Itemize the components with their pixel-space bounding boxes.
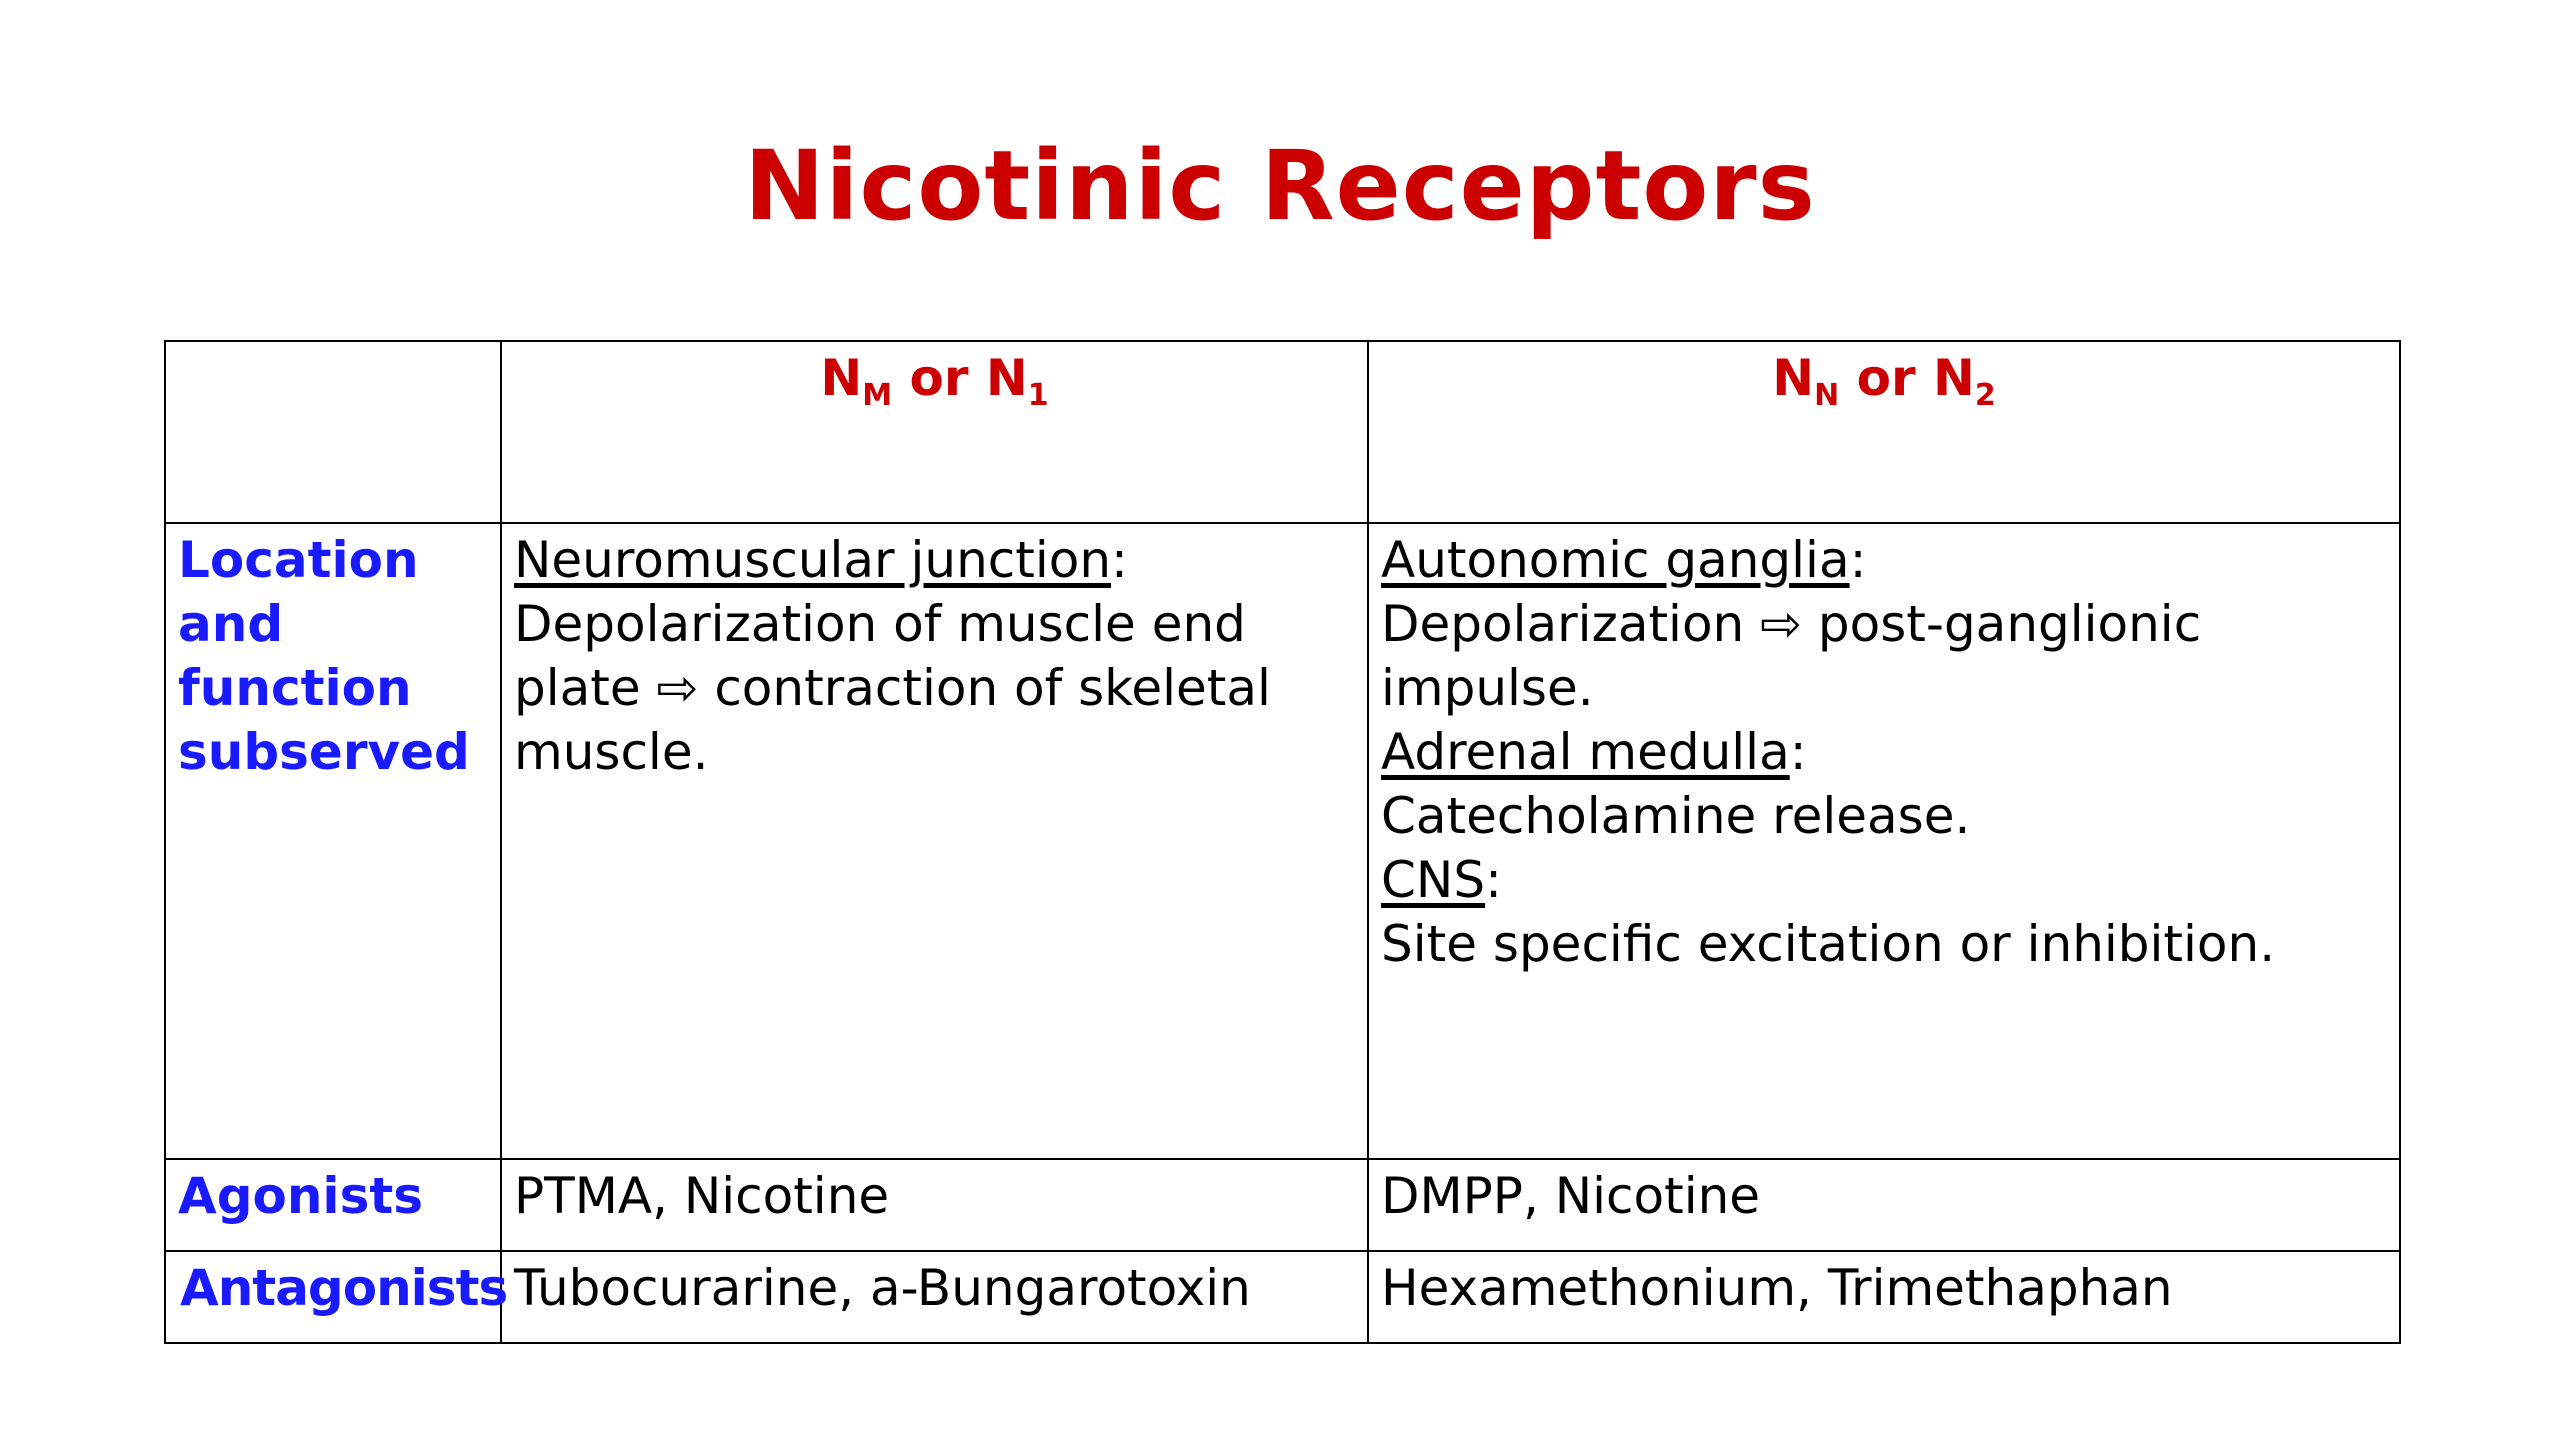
site-name: CNS [1381, 851, 1486, 909]
column-header-nm [501, 341, 1368, 523]
cell-text-line: Catecholamine release. [1381, 787, 1971, 845]
cell-location-nm [501, 523, 1368, 1159]
cell-text-line: plate ⇨ contraction of skeletal [514, 659, 1271, 717]
site-colon: : [1485, 851, 1502, 909]
row-header-location-line: subserved [178, 723, 470, 781]
table-row-agonists [165, 1159, 2400, 1251]
site-heading [1381, 720, 2387, 784]
row-header-location-line: Location [178, 531, 419, 589]
cell-text-line: Depolarization of muscle end [514, 595, 1246, 653]
slide-title: Nicotinic Receptors [744, 130, 1816, 242]
table-row-antagonists [165, 1251, 2400, 1343]
receptor-table [164, 340, 2401, 1344]
cell-text-line: Site specific excitation or inhibition. [1381, 915, 2276, 973]
table-row-location [165, 523, 2400, 1159]
column-header-nm-letter: N [820, 349, 863, 407]
corner-cell [165, 341, 501, 523]
cell-location-nn [1368, 523, 2400, 1159]
row-header-location-line: function [178, 659, 412, 717]
site-colon: : [1111, 531, 1128, 589]
column-header-nn [1368, 341, 2400, 523]
column-header-nm-subscript: M [862, 378, 893, 413]
table-header-row [165, 341, 2400, 523]
site-name: Adrenal medulla [1381, 723, 1790, 781]
column-header-nn-subscript: N [1814, 378, 1840, 413]
cell-agonists-nn: DMPP, Nicotine [1368, 1159, 2400, 1251]
row-header-agonists: Agonists [165, 1159, 501, 1251]
site-name: Neuromuscular junction [514, 531, 1112, 589]
site-name: Autonomic ganglia [1381, 531, 1850, 589]
cell-antagonists-nm: Tubocurarine, a-Bungarotoxin [501, 1251, 1368, 1343]
site-colon: : [1789, 723, 1807, 781]
column-header-nn-alt: or N [1839, 349, 1975, 407]
row-header-location [165, 523, 501, 1159]
cell-text-line: impulse. [1381, 659, 1594, 717]
cell-text-line: Depolarization ⇨ post-ganglionic [1381, 595, 2202, 653]
column-header-nn-alt-subscript: 2 [1974, 378, 1996, 413]
site-colon: : [1849, 531, 1867, 589]
column-header-nm-alt: or N [892, 349, 1028, 407]
cell-agonists-nm: PTMA, Nicotine [501, 1159, 1368, 1251]
row-header-antagonists: Antagonists [165, 1251, 501, 1343]
site-heading [1381, 848, 2387, 912]
site-heading [514, 528, 1355, 592]
cell-text-line: muscle. [514, 723, 709, 781]
row-header-location-line: and [178, 595, 284, 653]
column-header-nn-letter: N [1772, 349, 1815, 407]
column-header-nm-alt-subscript: 1 [1027, 378, 1049, 413]
cell-antagonists-nn: Hexamethonium, Trimethaphan [1368, 1251, 2400, 1343]
site-heading [1381, 528, 2387, 592]
